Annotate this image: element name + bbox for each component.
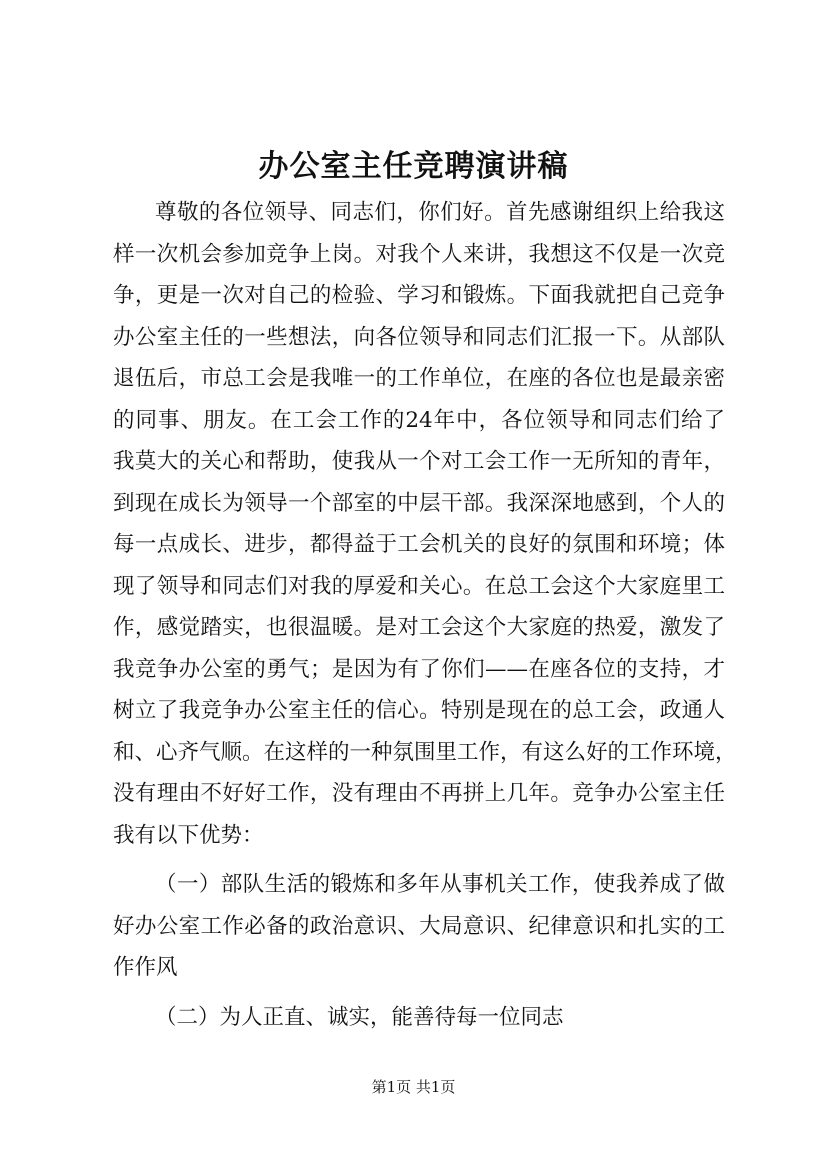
text-line: 好办公室工作必备的政治意识、大局意识、纪律意识和扎实的工: [113, 913, 725, 939]
text-line: 尊敬的各位领导、同志们，你们好。首先感谢组织上给我这: [155, 200, 725, 225]
text-line: 我有以下优势：: [113, 822, 264, 848]
paragraph-spacer: [113, 856, 725, 864]
paragraph-2: [113, 864, 725, 989]
page-footer: 第1页 共1页: [371, 1078, 456, 1096]
paragraph-3: [113, 997, 725, 1039]
text-line: （一）部队生活的锻炼和多年从事机关工作，使我养成了做: [155, 872, 725, 897]
text-line: 作作风: [113, 955, 178, 980]
text-line: 样一次机会参加竞争上岗。对我个人来讲，我想这不仅是一次竞: [113, 241, 725, 267]
text-line: （二）为人正直、诚实，能善待每一位同志: [155, 1004, 564, 1030]
text-line: 争，更是一次对自己的检验、学习和锻炼。下面我就把自己竞争: [113, 283, 725, 308]
text-line: 作，感觉踏实，也很温暖。是对工会这个大家庭的热爱，激发了: [113, 615, 725, 640]
text-line: 没有理由不好好工作，没有理由不再拼上几年。竞争办公室主任: [113, 781, 725, 806]
text-line: 现了领导和同志们对我的厚爱和关心。在总工会这个大家庭里工: [113, 573, 725, 599]
text-line: 树立了我竞争办公室主任的信心。特别是现在的总工会，政通人: [113, 698, 725, 723]
paragraph-1: [113, 192, 737, 856]
text-line: 退伍后，市总工会是我唯一的工作单位，在座的各位也是最亲密: [113, 366, 725, 391]
text-line: 办公室主任的一些想法，向各位领导和同志们汇报一下。从部队: [113, 324, 725, 350]
text-line: 的同事、朋友。在工会工作的24年中，各位领导和同志们给了: [113, 407, 725, 433]
document-title: 办公室主任竞聘演讲稿: [258, 149, 569, 184]
document-body: [113, 192, 737, 1038]
text-line: 每一点成长、进步，都得益于工会机关的良好的氛围和环境；体: [113, 532, 725, 557]
paragraph-spacer: [113, 989, 725, 997]
text-line: 和、心齐气顺。在这样的一种氛围里工作，有这么好的工作环境，: [113, 739, 737, 765]
text-line: 到现在成长为领导一个部室的中层干部。我深深地感到，个人的: [113, 490, 725, 516]
text-line: 我竞争办公室的勇气；是因为有了你们——在座各位的支持，才: [113, 656, 725, 682]
text-line: 我莫大的关心和帮助，使我从一个对工会工作一无所知的青年，: [113, 449, 725, 474]
